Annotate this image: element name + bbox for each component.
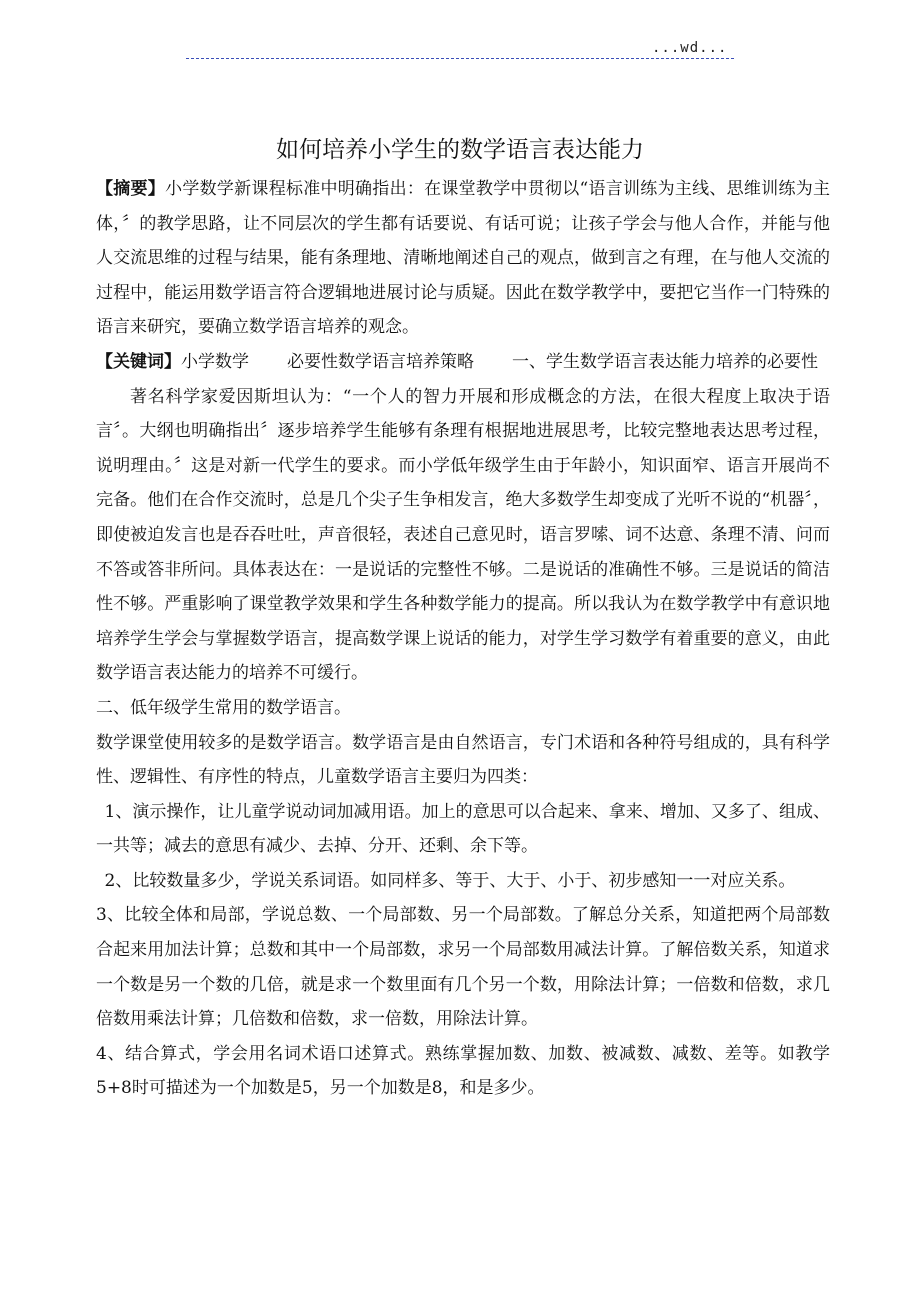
section-2-heading: 二、低年级学生常用的数学语言。 (96, 697, 351, 718)
keyword-2: 必要性数学语言培养策略 (287, 351, 474, 372)
keyword-1: 小学数学 (181, 351, 249, 372)
section-1-heading: 一、学生数学语言表达能力培养的必要性 (512, 351, 818, 372)
list-item-4: 4、结合算式，学会用名词术语口述算式。熟练掌握加数、加数、被减数、减数、差等。如教学5+8时可描述为一个加数是5，另一个加数是8，和是多少。 (96, 1043, 830, 1099)
document-title: 如何培养小学生的数学语言表达能力 (276, 137, 644, 164)
list-item-1: 1、演示操作，让儿童学说动词加减用语。加上的意思可以合起来、拿来、增加、又多了、组成、一共等；减去的意思有减少、去掉、分开、还剩、余下等。 (96, 801, 830, 857)
keywords-label: 【关键词】 (96, 351, 181, 372)
header-mark: ...wd... (652, 40, 728, 56)
abstract-paragraph (96, 172, 830, 345)
header-dashed-rule (186, 58, 734, 59)
document-body (96, 172, 830, 1106)
list-item-2: 2、比较数量多少，学说关系词语。如同样多、等于、大于、小于、初步感知一一对应关系。 (104, 870, 796, 891)
list-item-3: 3、比较全体和局部，学说总数、一个局部数、另一个局部数。了解总分关系，知道把两个局部数合起来用加法计算；总数和其中一个局部数，求另一个局部数用减法计算。了解倍数关系，知道求一个数是另一个数的几倍，就是求一个数里面有几个另一个数，用除法计算；一倍数和倍数，求几倍数用乘法计算；几倍数和倍数，求一倍数，用除法计算。 (96, 905, 830, 1030)
abstract-label: 【摘要】 (96, 179, 166, 199)
paragraph-1: 著名科学家爱因斯坦认为：“一个人的智力开展和形成概念的方法，在很大程度上取决于语言〞。大纲也明确指出〞逐步培养学生能够有条理有根据地进展思考，比较完整地表达思考过程，说明理由。〞这是对新一代学生的要求。而小学低年级学生由于年龄小，知识面窄、语言开展尚不完备。他们在合作交流时，总是几个尖子生争相发言，绝大多数学生却变成了光听不说的“机器〞，即使被迫发言也是吞吞吐吐，声音很轻，表述自己意见时，语言罗嗦、词不达意、条理不清、问而不答或答非所问。具体表达在：一是说话的完整性不够。二是说话的准确性不够。三是说话的简洁性不够。严重影响了课堂教学效果和学生各种数学能力的提高。所以我认为在数学教学中有意识地培养学生学会与掌握数学语言，提高数学课上说话的能力，对学生学习数学有着重要的意义，由此数学语言表达能力的培养不可缓行。 (96, 386, 830, 684)
paragraph-2: 数学课堂使用较多的是数学语言。数学语言是由自然语言，专门术语和各种符号组成的，具有科学性、逻辑性、有序性的特点，儿童数学语言主要归为四类： (96, 732, 830, 788)
abstract-text: 小学数学新课程标准中明确指出：在课堂教学中贯彻以“语言训练为主线、思维训练为主体，〞的教学思路，让不同层次的学生都有话要说、有话可说；让孩子学会与他人合作，并能与他人交流思维的过程与结果，能有条理地、清晰地阐述自己的观点，做到言之有理，在与他人交流的过程中，能运用数学语言符合逻辑地进展讨论与质疑。因此在数学教学中，要把它当作一门特殊的语言来研究，要确立数学语言培养的观念。 (96, 179, 830, 338)
keywords-paragraph (96, 345, 830, 380)
